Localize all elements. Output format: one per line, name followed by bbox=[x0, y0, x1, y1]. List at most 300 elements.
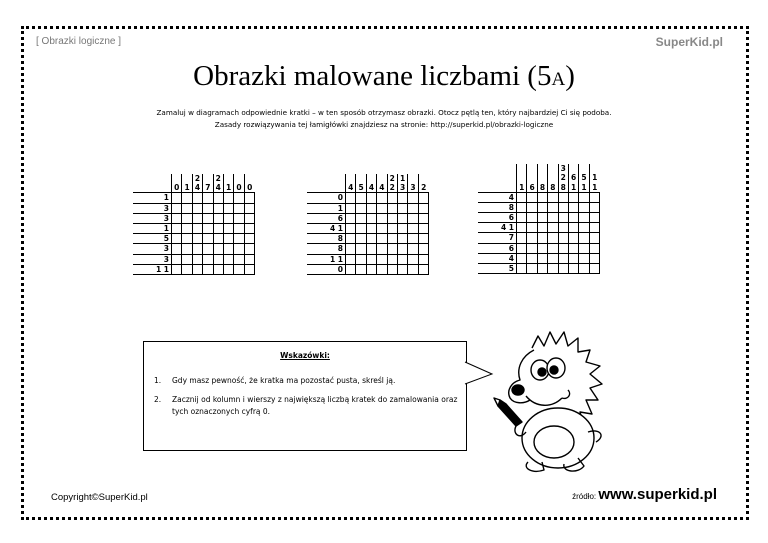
grid-cell[interactable] bbox=[558, 253, 568, 263]
row-clue: 5 bbox=[133, 234, 172, 244]
puzzle-grid-1 bbox=[133, 174, 255, 275]
grid-cell[interactable] bbox=[223, 213, 233, 223]
grid-cell[interactable] bbox=[568, 223, 578, 233]
grid-cell[interactable] bbox=[527, 263, 537, 273]
column-clue: 8 bbox=[537, 182, 547, 192]
hint-text: Gdy masz pewność, że kratka ma pozostać pusta, skreśl ją. bbox=[172, 376, 396, 385]
grid-cell[interactable] bbox=[356, 203, 366, 213]
grid-cell[interactable] bbox=[548, 253, 558, 263]
column-clue: 2 bbox=[213, 174, 223, 183]
grid-cell[interactable] bbox=[223, 254, 233, 264]
grid-cell[interactable] bbox=[172, 244, 182, 254]
grid-cell[interactable] bbox=[558, 202, 568, 212]
grid-cell[interactable] bbox=[244, 264, 254, 274]
grid-cell[interactable] bbox=[527, 253, 537, 263]
grid-cell[interactable] bbox=[397, 244, 407, 254]
row-clue: 0 bbox=[307, 193, 346, 203]
grid-cell[interactable] bbox=[408, 254, 418, 264]
column-clue bbox=[548, 164, 558, 173]
grid-cell[interactable] bbox=[182, 264, 192, 274]
column-clue: 5 bbox=[579, 173, 589, 182]
grid-cell[interactable] bbox=[418, 203, 428, 213]
grid-cell[interactable] bbox=[527, 223, 537, 233]
grid-cell[interactable] bbox=[568, 192, 578, 202]
grid-cell[interactable] bbox=[244, 254, 254, 264]
grid-corner bbox=[307, 183, 346, 193]
column-clue: 1 bbox=[579, 182, 589, 192]
grid-cell[interactable] bbox=[213, 254, 223, 264]
grid-cell[interactable] bbox=[558, 212, 568, 222]
column-clue bbox=[537, 173, 547, 182]
grid-cell[interactable] bbox=[527, 243, 537, 253]
grid-cell[interactable] bbox=[182, 193, 192, 203]
grid-cell[interactable] bbox=[579, 263, 589, 273]
row-clue: 8 bbox=[307, 234, 346, 244]
grid-cell[interactable] bbox=[418, 213, 428, 223]
column-clue: 7 bbox=[203, 183, 213, 193]
grid-cell[interactable] bbox=[223, 264, 233, 274]
column-clue bbox=[527, 164, 537, 173]
grid-cell[interactable] bbox=[366, 193, 376, 203]
column-clue: 2 bbox=[387, 174, 397, 183]
column-clue: 1 bbox=[589, 182, 599, 192]
grid-cell[interactable] bbox=[517, 223, 527, 233]
hints-title: Wskazówki: bbox=[280, 351, 330, 360]
grid-cell[interactable] bbox=[366, 223, 376, 233]
grid-cell[interactable] bbox=[356, 223, 366, 233]
column-clue bbox=[182, 174, 192, 183]
column-clue: 1 bbox=[223, 183, 233, 193]
column-clue: 4 bbox=[346, 183, 356, 193]
grid-cell[interactable] bbox=[172, 193, 182, 203]
grid-cell[interactable] bbox=[213, 244, 223, 254]
grid-cell[interactable] bbox=[244, 203, 254, 213]
column-clue bbox=[244, 174, 254, 183]
grid-cell[interactable] bbox=[537, 212, 547, 222]
column-clue bbox=[537, 164, 547, 173]
grid-cell[interactable] bbox=[213, 193, 223, 203]
hint-item bbox=[154, 394, 459, 418]
grid-cell[interactable] bbox=[244, 223, 254, 233]
grid-cell[interactable] bbox=[182, 223, 192, 233]
grid-cell[interactable] bbox=[387, 264, 397, 274]
grid-cell[interactable] bbox=[517, 233, 527, 243]
grid-cell[interactable] bbox=[408, 223, 418, 233]
grid-cell[interactable] bbox=[537, 223, 547, 233]
grid-cell[interactable] bbox=[172, 254, 182, 264]
grid-corner bbox=[478, 164, 517, 173]
grid-cell[interactable] bbox=[418, 254, 428, 264]
grid-cell[interactable] bbox=[213, 223, 223, 233]
grid-cell[interactable] bbox=[234, 223, 244, 233]
grid-cell[interactable] bbox=[558, 192, 568, 202]
grid-cell[interactable] bbox=[579, 253, 589, 263]
column-clue bbox=[579, 164, 589, 173]
grid-cell[interactable] bbox=[387, 193, 397, 203]
row-clue: 3 bbox=[133, 203, 172, 213]
grid-cell[interactable] bbox=[568, 212, 578, 222]
grid-cell[interactable] bbox=[537, 253, 547, 263]
grid-cell[interactable] bbox=[548, 192, 558, 202]
grid-cell[interactable] bbox=[418, 234, 428, 244]
grid-cell[interactable] bbox=[234, 213, 244, 223]
grid-cell[interactable] bbox=[172, 264, 182, 274]
column-clue: 4 bbox=[213, 183, 223, 193]
grid-cell[interactable] bbox=[234, 193, 244, 203]
column-clue: 2 bbox=[418, 183, 428, 193]
column-clue: 4 bbox=[377, 183, 387, 193]
grid-cell[interactable] bbox=[408, 213, 418, 223]
grid-cell[interactable] bbox=[213, 203, 223, 213]
grid-cell[interactable] bbox=[548, 263, 558, 273]
column-clue: 1 bbox=[182, 183, 192, 193]
grid-corner bbox=[478, 182, 517, 192]
grid-cell[interactable] bbox=[346, 213, 356, 223]
grid-cell[interactable] bbox=[579, 223, 589, 233]
grid-cell[interactable] bbox=[213, 213, 223, 223]
grid-cell[interactable] bbox=[517, 253, 527, 263]
grid-cell[interactable] bbox=[397, 264, 407, 274]
grid-cell[interactable] bbox=[589, 253, 599, 263]
grid-cell[interactable] bbox=[172, 234, 182, 244]
column-clue bbox=[568, 164, 578, 173]
grid-cell[interactable] bbox=[182, 234, 192, 244]
grid-cell[interactable] bbox=[346, 193, 356, 203]
grid-cell[interactable] bbox=[366, 203, 376, 213]
grid-cell[interactable] bbox=[366, 213, 376, 223]
row-clue: 4 bbox=[478, 253, 517, 263]
grid-cell[interactable] bbox=[387, 213, 397, 223]
grid-cell[interactable] bbox=[366, 254, 376, 264]
source-label: źródło: bbox=[572, 492, 599, 501]
row-clue: 6 bbox=[478, 243, 517, 253]
grid-cell[interactable] bbox=[589, 212, 599, 222]
grid-cell[interactable] bbox=[387, 223, 397, 233]
column-clue bbox=[203, 174, 213, 183]
column-clue bbox=[589, 164, 599, 173]
grid-cell[interactable] bbox=[397, 223, 407, 233]
grid-cell[interactable] bbox=[589, 223, 599, 233]
grid-cell[interactable] bbox=[377, 193, 387, 203]
grid-cell[interactable] bbox=[223, 193, 233, 203]
grid-cell[interactable] bbox=[346, 223, 356, 233]
column-clue bbox=[223, 174, 233, 183]
column-clue bbox=[408, 174, 418, 183]
grid-cell[interactable] bbox=[244, 244, 254, 254]
grid-cell[interactable] bbox=[589, 192, 599, 202]
hints-list bbox=[154, 375, 459, 425]
column-clue: 0 bbox=[234, 183, 244, 193]
grid-cell[interactable] bbox=[589, 243, 599, 253]
grid-cell[interactable] bbox=[377, 234, 387, 244]
grid-cell[interactable] bbox=[527, 233, 537, 243]
row-clue: 1 bbox=[307, 203, 346, 213]
hint-item bbox=[154, 375, 459, 387]
grid-cell[interactable] bbox=[517, 202, 527, 212]
grid-cell[interactable] bbox=[408, 264, 418, 274]
grid-cell[interactable] bbox=[377, 254, 387, 264]
column-clue: 3 bbox=[408, 183, 418, 193]
hint-number: 1. bbox=[154, 376, 162, 385]
grid-cell[interactable] bbox=[192, 264, 202, 274]
grid-cell[interactable] bbox=[548, 243, 558, 253]
grid-cell[interactable] bbox=[234, 264, 244, 274]
grid-cell[interactable] bbox=[223, 223, 233, 233]
row-clue: 1 1 bbox=[307, 254, 346, 264]
grid-cell[interactable] bbox=[418, 264, 428, 274]
row-clue: 4 bbox=[478, 192, 517, 202]
grid-cell[interactable] bbox=[244, 213, 254, 223]
column-clue bbox=[346, 174, 356, 183]
grid-cell[interactable] bbox=[517, 243, 527, 253]
grid-corner bbox=[133, 183, 172, 193]
row-clue: 7 bbox=[478, 233, 517, 243]
grid-cell[interactable] bbox=[537, 202, 547, 212]
grid-cell[interactable] bbox=[244, 193, 254, 203]
grid-cell[interactable] bbox=[192, 223, 202, 233]
grid-cell[interactable] bbox=[517, 192, 527, 202]
grid-cell[interactable] bbox=[203, 254, 213, 264]
grid-cell[interactable] bbox=[192, 244, 202, 254]
grid-cell[interactable] bbox=[192, 203, 202, 213]
grid-cell[interactable] bbox=[203, 234, 213, 244]
grid-cell[interactable] bbox=[213, 234, 223, 244]
grid-cell[interactable] bbox=[346, 254, 356, 264]
grid-cell[interactable] bbox=[408, 203, 418, 213]
grid-cell[interactable] bbox=[192, 213, 202, 223]
hint-number: 2. bbox=[154, 395, 162, 404]
column-clue bbox=[418, 174, 428, 183]
grid-cell[interactable] bbox=[418, 193, 428, 203]
row-clue: 1 1 bbox=[133, 264, 172, 274]
category-label: [ Obrazki logiczne ] bbox=[36, 36, 122, 47]
puzzle-grid-2 bbox=[307, 174, 429, 275]
grid-cell[interactable] bbox=[517, 212, 527, 222]
grid-cell[interactable] bbox=[548, 223, 558, 233]
grid-cell[interactable] bbox=[537, 243, 547, 253]
grid-cell[interactable] bbox=[203, 213, 213, 223]
column-clue bbox=[356, 174, 366, 183]
grid-cell[interactable] bbox=[172, 223, 182, 233]
grid-cell[interactable] bbox=[418, 223, 428, 233]
column-clue bbox=[234, 174, 244, 183]
column-clue: 8 bbox=[548, 182, 558, 192]
grid-cell[interactable] bbox=[346, 203, 356, 213]
grid-cell[interactable] bbox=[234, 203, 244, 213]
grid-cell[interactable] bbox=[579, 243, 589, 253]
row-clue: 8 bbox=[307, 244, 346, 254]
grid-cell[interactable] bbox=[377, 213, 387, 223]
row-clue: 1 bbox=[133, 193, 172, 203]
grid-cell[interactable] bbox=[203, 244, 213, 254]
grid-cell[interactable] bbox=[377, 203, 387, 213]
grid-cell[interactable] bbox=[558, 223, 568, 233]
column-clue bbox=[172, 174, 182, 183]
row-clue: 3 bbox=[133, 213, 172, 223]
grid-cell[interactable] bbox=[568, 202, 578, 212]
grid-cell[interactable] bbox=[346, 264, 356, 274]
grid-cell[interactable] bbox=[192, 234, 202, 244]
grid-cell[interactable] bbox=[408, 234, 418, 244]
grid-cell[interactable] bbox=[182, 203, 192, 213]
column-clue: 1 bbox=[517, 182, 527, 192]
grid-cell[interactable] bbox=[579, 212, 589, 222]
hedgehog-illustration bbox=[492, 328, 616, 476]
grid-cell[interactable] bbox=[203, 193, 213, 203]
hint-text: Zacznij od kolumn i wierszy z największą liczbą kratek do zamalowania oraz tych oznaczonych cyfrą 0. bbox=[172, 395, 458, 416]
grid-cell[interactable] bbox=[182, 213, 192, 223]
row-clue: 8 bbox=[478, 202, 517, 212]
column-clue: 6 bbox=[568, 173, 578, 182]
grid-cell[interactable] bbox=[356, 193, 366, 203]
column-clue: 5 bbox=[356, 183, 366, 193]
row-clue: 3 bbox=[133, 254, 172, 264]
column-clue bbox=[548, 173, 558, 182]
copyright: Copyright©SuperKid.pl bbox=[51, 492, 148, 503]
grid-cell[interactable] bbox=[366, 264, 376, 274]
title-main: Obrazki malowane liczbami (5 bbox=[193, 60, 552, 92]
column-clue: 0 bbox=[172, 183, 182, 193]
instruction-line-2: Zasady rozwiązywania tej łamigłówki znajdziesz na stronie: http://superkid.pl/obrazki-logiczne bbox=[214, 120, 554, 129]
grid-cell[interactable] bbox=[223, 234, 233, 244]
grid-cell[interactable] bbox=[203, 223, 213, 233]
grid-cell[interactable] bbox=[579, 202, 589, 212]
row-clue: 5 bbox=[478, 263, 517, 273]
row-clue: 4 1 bbox=[478, 223, 517, 233]
grid-cell[interactable] bbox=[377, 223, 387, 233]
row-clue: 3 bbox=[133, 244, 172, 254]
column-clue: 3 bbox=[558, 164, 568, 173]
grid-cell[interactable] bbox=[397, 213, 407, 223]
grid-cell[interactable] bbox=[558, 233, 568, 243]
grid-cell[interactable] bbox=[527, 192, 537, 202]
grid-cell[interactable] bbox=[387, 203, 397, 213]
hints-box bbox=[143, 341, 467, 451]
grid-cell[interactable] bbox=[548, 202, 558, 212]
column-clue: 1 bbox=[397, 174, 407, 183]
page-title bbox=[0, 60, 768, 93]
grid-cell[interactable] bbox=[366, 234, 376, 244]
grid-cell[interactable] bbox=[172, 203, 182, 213]
grid-cell[interactable] bbox=[568, 253, 578, 263]
grid-cell[interactable] bbox=[397, 193, 407, 203]
grid-cell[interactable] bbox=[537, 233, 547, 243]
column-clue: 1 bbox=[568, 182, 578, 192]
row-clue: 4 1 bbox=[307, 223, 346, 233]
column-clue: 8 bbox=[558, 182, 568, 192]
grid-cell[interactable] bbox=[527, 202, 537, 212]
grid-cell[interactable] bbox=[182, 254, 192, 264]
column-clue: 0 bbox=[244, 183, 254, 193]
grid-cell[interactable] bbox=[356, 234, 366, 244]
grid-cell[interactable] bbox=[234, 234, 244, 244]
grid-corner bbox=[133, 174, 172, 183]
grid-cell[interactable] bbox=[234, 244, 244, 254]
grid-cell[interactable] bbox=[397, 203, 407, 213]
column-clue bbox=[366, 174, 376, 183]
grid-cell[interactable] bbox=[537, 263, 547, 273]
row-clue: 6 bbox=[478, 212, 517, 222]
source-credit bbox=[572, 486, 717, 504]
title-sub: A bbox=[551, 69, 566, 90]
grid-cell[interactable] bbox=[182, 244, 192, 254]
grid-cell[interactable] bbox=[387, 234, 397, 244]
column-clue bbox=[517, 164, 527, 173]
grid-cell[interactable] bbox=[172, 213, 182, 223]
grid-cell[interactable] bbox=[579, 233, 589, 243]
grid-cell[interactable] bbox=[408, 244, 418, 254]
brand-label: SuperKid.pl bbox=[655, 35, 723, 49]
column-clue bbox=[517, 173, 527, 182]
grid-cell[interactable] bbox=[356, 244, 366, 254]
column-clue: 3 bbox=[397, 183, 407, 193]
grid-cell[interactable] bbox=[397, 254, 407, 264]
grid-cell[interactable] bbox=[356, 254, 366, 264]
grid-cell[interactable] bbox=[558, 243, 568, 253]
grid-cell[interactable] bbox=[537, 192, 547, 202]
grid-cell[interactable] bbox=[517, 263, 527, 273]
grid-cell[interactable] bbox=[356, 264, 366, 274]
grid-cell[interactable] bbox=[356, 213, 366, 223]
row-clue: 0 bbox=[307, 264, 346, 274]
grid-cell[interactable] bbox=[234, 254, 244, 264]
grid-cell[interactable] bbox=[568, 233, 578, 243]
grid-corner bbox=[307, 174, 346, 183]
grid-cell[interactable] bbox=[418, 244, 428, 254]
column-clue: 6 bbox=[527, 182, 537, 192]
column-clue: 4 bbox=[366, 183, 376, 193]
grid-cell[interactable] bbox=[579, 192, 589, 202]
grid-cell[interactable] bbox=[548, 233, 558, 243]
column-clue: 2 bbox=[192, 174, 202, 183]
title-close: ) bbox=[565, 60, 575, 92]
grid-cell[interactable] bbox=[377, 264, 387, 274]
instruction-line-1: Zamaluj w diagramach odpowiednie kratki – w ten sposób otrzymasz obrazki. Otocz pętlą ten, który najbardziej Ci się podoba. bbox=[156, 108, 612, 117]
grid-cell[interactable] bbox=[387, 254, 397, 264]
grid-cell[interactable] bbox=[387, 244, 397, 254]
grid-cell[interactable] bbox=[589, 263, 599, 273]
grid-cell[interactable] bbox=[589, 233, 599, 243]
grid-cell[interactable] bbox=[408, 193, 418, 203]
grid-cell[interactable] bbox=[377, 244, 387, 254]
grid-cell[interactable] bbox=[192, 254, 202, 264]
grid-cell[interactable] bbox=[213, 264, 223, 274]
grid-cell[interactable] bbox=[203, 264, 213, 274]
grid-cell[interactable] bbox=[558, 263, 568, 273]
grid-cell[interactable] bbox=[223, 244, 233, 254]
grid-cell[interactable] bbox=[366, 244, 376, 254]
grid-cell[interactable] bbox=[568, 243, 578, 253]
grid-cell[interactable] bbox=[346, 234, 356, 244]
grid-cell[interactable] bbox=[192, 193, 202, 203]
grid-cell[interactable] bbox=[548, 212, 558, 222]
source-url: www.superkid.pl bbox=[598, 486, 717, 503]
grid-cell[interactable] bbox=[244, 234, 254, 244]
column-clue: 4 bbox=[192, 183, 202, 193]
column-clue: 2 bbox=[558, 173, 568, 182]
grid-corner bbox=[478, 173, 517, 182]
grid-cell[interactable] bbox=[527, 212, 537, 222]
grid-cell[interactable] bbox=[223, 203, 233, 213]
grid-cell[interactable] bbox=[589, 202, 599, 212]
row-clue: 1 bbox=[133, 223, 172, 233]
grid-cell[interactable] bbox=[203, 203, 213, 213]
grid-cell[interactable] bbox=[397, 234, 407, 244]
column-clue bbox=[377, 174, 387, 183]
puzzle-grid-3 bbox=[478, 164, 600, 274]
grid-cell[interactable] bbox=[346, 244, 356, 254]
grid-cell[interactable] bbox=[568, 263, 578, 273]
